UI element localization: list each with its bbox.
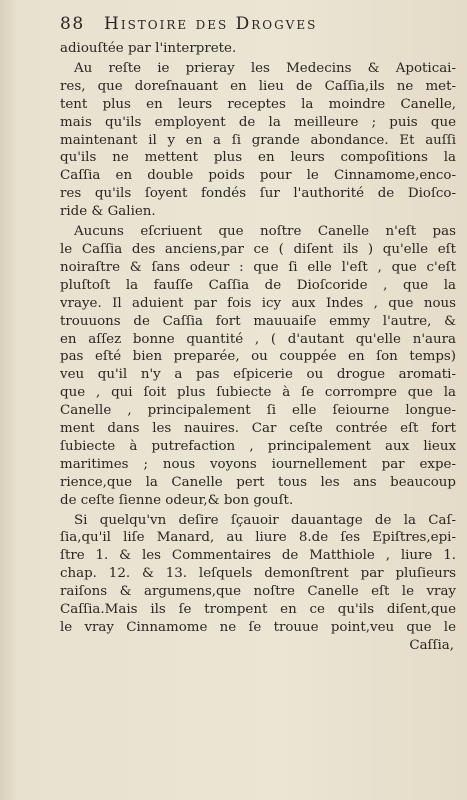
catchword: Caſſia, xyxy=(409,637,454,653)
text-line: mais qu'ils employent de la meilleure ; puis que xyxy=(60,114,456,130)
text-line: trouuons de Caſſia fort mauuaiſe emmy l'autre, & xyxy=(60,313,456,329)
text-line: Canelle , principalement ſi elle ſeiourne longue- xyxy=(60,403,456,419)
text-line: ſia,qu'il liſe Manard, au liure 8.de ſes Epiſtres,epi- xyxy=(60,530,456,546)
body-text xyxy=(60,40,456,655)
text-line: noiraſtre & ſans odeur : que ſi elle l'eſt , que c'eſt xyxy=(60,259,456,275)
text-line: raiſons & argumens,que noſtre Canelle eſt le vray xyxy=(60,584,456,600)
text-line: tent plus en leurs receptes la moindre Canelle, xyxy=(60,96,456,112)
text-line: vraye. Il aduient par fois icy aux Indes , que nous xyxy=(60,295,456,311)
text-line: pluſtoſt la fauſſe Caſſia de Dioſcoride , que la xyxy=(60,277,456,293)
page-number: 88 xyxy=(60,14,85,34)
text-line: adiouſtée par l'interprete. xyxy=(60,41,237,56)
text-line: veu qu'il n'y a pas eſpicerie ou drogue aromati- xyxy=(60,367,456,383)
text-line: le Caſſia des anciens,par ce ( diſent ils ) qu'elle eſt xyxy=(60,241,456,257)
running-title: Histoire des Drogves xyxy=(104,14,318,34)
text-line: Aucuns eſcriuent que noſtre Canelle n'eſt pas xyxy=(74,224,456,240)
text-line: res, que doreſnauant en lieu de Caſſia,ils ne met- xyxy=(60,78,456,94)
text-line: chap. 12. & 13. leſquels demonſtrent par pluſieurs xyxy=(60,566,456,582)
text-line: ride & Galien. xyxy=(60,204,156,220)
text-line: en aſſez bonne quantité , ( d'autant qu'elle n'aura xyxy=(60,331,456,347)
text-line: pas eſté bien preparée, ou couppée en ſon temps) xyxy=(60,349,456,365)
text-line: que , qui ſoit plus ſubiecte à ſe corrompre que la xyxy=(60,385,456,401)
text-line: maintenant il y en a ſi grande abondance. Et auſſi xyxy=(60,132,456,148)
running-header xyxy=(60,14,455,38)
text-line: Si quelqu'vn deſire ſçauoir dauantage de la Caſ- xyxy=(74,512,456,528)
text-line: le vray Cinnamome ne ſe trouue point,veu que le xyxy=(60,620,456,635)
text-line: Caſſia.Mais ils ſe trompent en ce qu'ils diſent,que xyxy=(60,602,456,618)
text-line: ſtre 1. & les Commentaires de Matthiole , liure 1. xyxy=(60,548,456,564)
text-line: de ceſte ſienne odeur,& bon gouſt. xyxy=(60,492,294,508)
text-line: ment dans les nauires. Car ceſte contrée eſt fort xyxy=(60,421,456,437)
text-line: Caſſia en double poids pour le Cinnamome,enco- xyxy=(60,168,456,184)
text-line: Au reſte ie prieray les Medecins & Apoticai- xyxy=(74,60,456,76)
text-line: maritimes ; nous voyons iournellement par expe- xyxy=(60,456,456,472)
text-line: qu'ils ne mettent plus en leurs compoſitions la xyxy=(60,150,456,166)
text-line: res qu'ils ſoyent fondés ſur l'authorité de Dioſco- xyxy=(60,186,456,202)
text-line: ſubiecte à putrefaction , principalement aux lieux xyxy=(60,438,456,454)
text-line: rience,que la Canelle pert tous les ans beaucoup xyxy=(60,474,456,490)
